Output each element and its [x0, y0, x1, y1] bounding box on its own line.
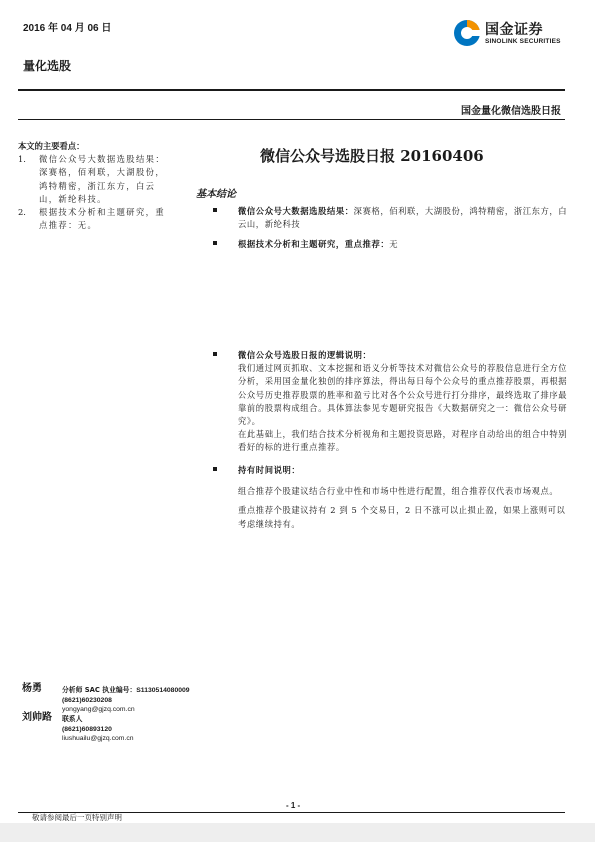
holding-period-explanation [238, 464, 568, 531]
key-point-text: 微信公众号大数据选股结果：深赛格，佰利联，大湖股份，鸿特精密，浙江东方，白云山，新纶科技。 [39, 154, 166, 204]
author-email[interactable]: liushuailu@gjzq.com.cn [62, 735, 134, 742]
bullet-text: 深赛格，佰利联，大湖股份，鸿特精密，浙江东方，白云山，新纶科技 [238, 206, 568, 230]
author-phone: (8621)60893120 [62, 725, 112, 733]
bullet-label: 微信公众号大数据选股结果： [238, 206, 354, 216]
footer-band [0, 823, 595, 842]
author-phone: (8621)60230208 [62, 696, 112, 704]
key-point-number: 1. [18, 154, 26, 165]
logic-paragraph-2: 在此基础上，我们结合技术分析视角和主题投资思路，对程序自动给出的组合中特别看好的标的进行重点推荐。 [238, 429, 568, 453]
key-point-item [18, 153, 170, 206]
logo-english-name: SINOLINK SECURITIES [485, 38, 561, 45]
stock-selection-result [238, 205, 568, 231]
report-date: 2016 年 04 月 06 日 [23, 23, 112, 34]
author-name: 杨勇 [22, 683, 42, 694]
holding-paragraph-2: 重点推荐个股建议持有 2 到 5 个交易日，2 日不涨可以止损止盈，如果上涨则可以考虑继续持有。 [238, 505, 566, 529]
basic-conclusion-heading: 基本结论 [196, 189, 236, 200]
bullet-marker [213, 349, 220, 354]
company-logo [453, 17, 569, 51]
key-point-number: 2. [18, 207, 26, 218]
bullet-marker [213, 464, 220, 469]
header-divider [18, 89, 565, 91]
bullet-marker [213, 205, 220, 210]
author-role-label: 联系人 [62, 715, 83, 723]
report-title: 微信公众号选股日报 20160406 [260, 147, 484, 165]
author-sac-number: S1130514080009 [136, 687, 190, 694]
logo-chinese-name: 国金证券 [485, 22, 543, 38]
key-point-item [18, 206, 170, 232]
bullet-label: 根据技术分析和主题研究，重点推荐： [238, 239, 390, 249]
sinolink-logo-icon [453, 19, 481, 47]
bullet-label: 持有时间说明： [238, 465, 301, 475]
key-point-text: 根据技术分析和主题研究，重点推荐：无。 [39, 207, 166, 231]
key-points-heading: 本文的主要看点： [18, 141, 85, 151]
holding-paragraph: 组合推荐个股建议结合行业中性和市场中性进行配置，组合推荐仅代表市场观点。 [238, 486, 559, 497]
key-recommendation [238, 238, 568, 251]
bullet-text: 无 [389, 239, 399, 249]
author-info [62, 715, 134, 744]
bullet-marker [213, 238, 220, 243]
author-name: 刘帅路 [22, 712, 52, 723]
report-series-title: 国金量化微信选股日报 [461, 106, 561, 117]
logic-explanation [238, 349, 568, 455]
bullet-label: 微信公众号选股日报的逻辑说明： [238, 350, 372, 360]
author-role-label: 分析师 SAC 执业编号： [62, 686, 137, 694]
page-number: - 1 - [286, 801, 301, 810]
section-title: 量化选股 [23, 59, 72, 73]
header-divider-thin [18, 119, 565, 120]
logic-paragraph: 我们通过网页抓取、文本挖掘和语义分析等技术对微信公众号的荐股信息进行全方位分析，采用国金量化独创的排序算法，得出每日每个公众号的重点推荐股票，再根据公众号历史推荐股票的胜率和盈亏比对各个公众号进行打分排序，最终选取了排序最靠前的股票构成组合。具体算法参见专题研究报告《大数据研究之一：微信公众号研究》。 [238, 363, 568, 427]
key-points-sidebar [18, 140, 170, 232]
author-email[interactable]: yongyang@gjzq.com.cn [62, 706, 135, 713]
author-info [62, 686, 190, 715]
disclaimer-note: 敬请参阅最后一页特别声明 [32, 813, 122, 822]
